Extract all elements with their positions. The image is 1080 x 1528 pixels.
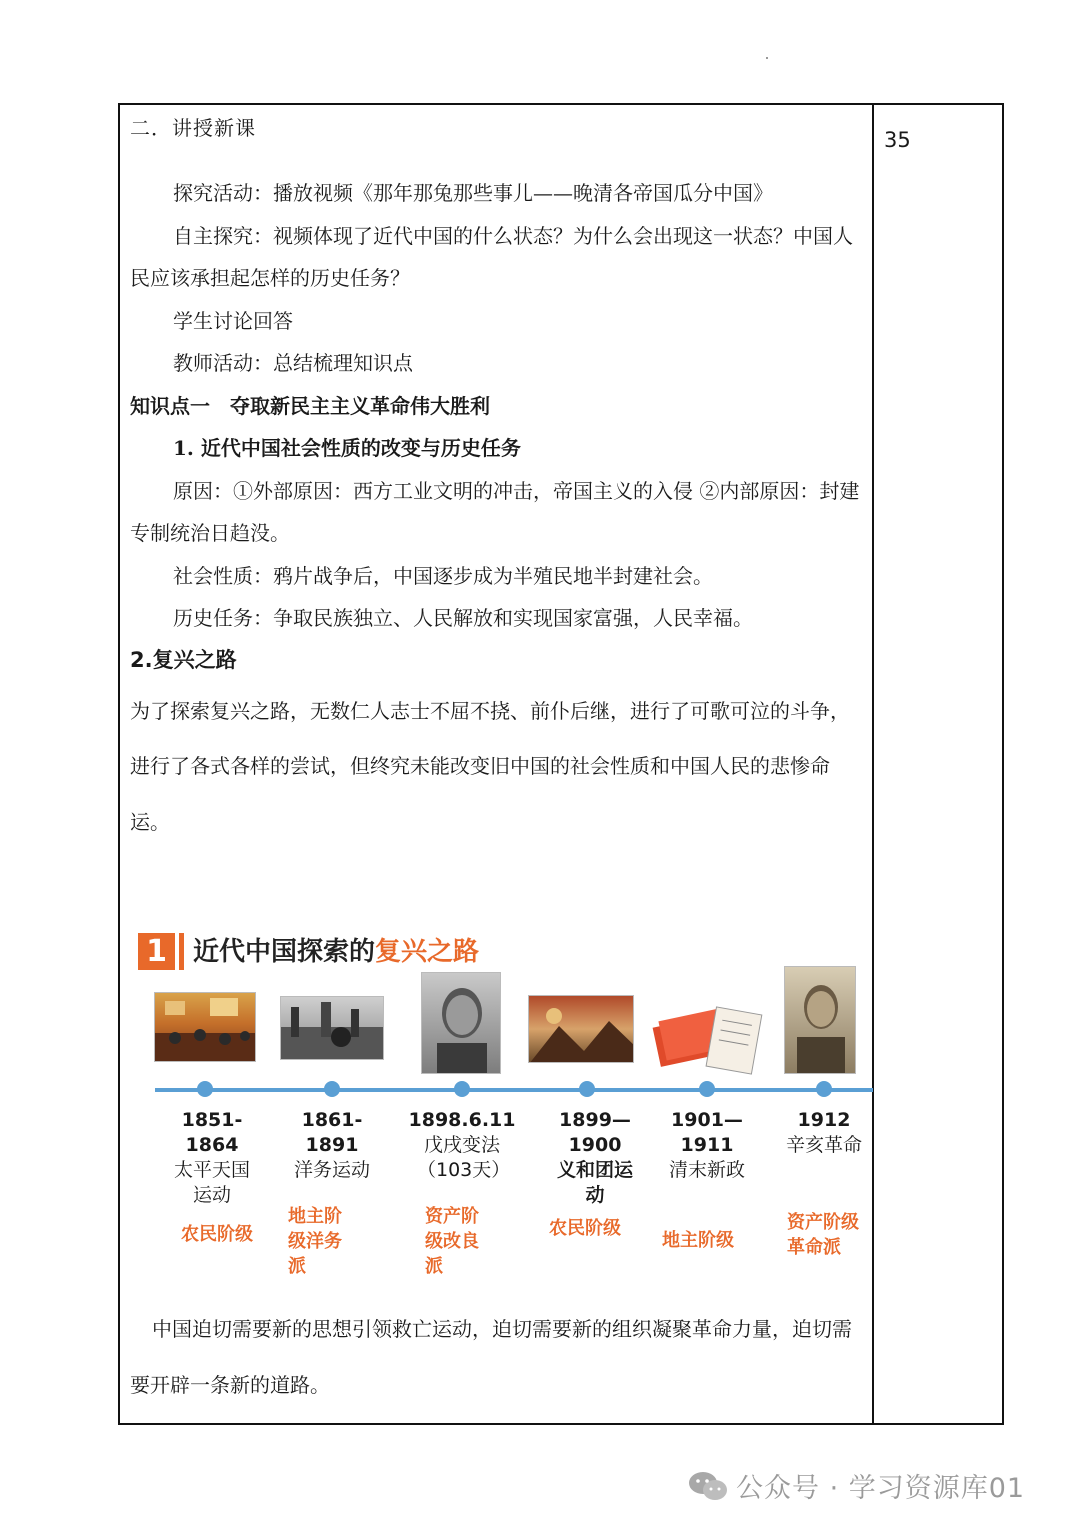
wechat-watermark	[688, 1466, 1025, 1509]
section-number-badge: 1	[138, 933, 175, 970]
event-date: 1900	[568, 1134, 622, 1156]
paragraph-causes-text: 原因：①外部原因：西方工业文明的冲击，帝国主义的入侵 ②内部原因：封建专制统治日趋没。	[130, 478, 860, 545]
closing-paragraph	[130, 1302, 868, 1413]
event-class: 农民阶级	[549, 1218, 621, 1239]
event-name: 洋务运动	[293, 1159, 370, 1181]
timeline-event	[656, 1108, 758, 1183]
taiping-painting-icon	[155, 993, 256, 1062]
subsection-2-title: 2.复兴之路	[130, 647, 237, 672]
event-date: 1912	[797, 1109, 851, 1131]
event-class: 资产阶级改良派	[425, 1206, 479, 1277]
event-date: 1864	[185, 1134, 239, 1156]
paragraph-discussion: 学生讨论回答	[173, 308, 293, 333]
infographic-title-highlight: 复兴之路	[375, 937, 480, 967]
sun-yatsen-portrait	[784, 966, 856, 1074]
kang-youwei-portrait	[421, 972, 501, 1074]
portrait-icon-2	[785, 967, 856, 1074]
time-allocation: 35	[884, 128, 911, 152]
event-name: 清末新政	[668, 1159, 745, 1181]
event-date: 1899—	[559, 1109, 631, 1131]
westernization-factory-image	[280, 996, 384, 1060]
event-name: 辛亥革命	[785, 1134, 862, 1156]
paragraph-inquiry-text: 自主探究：视频体现了近代中国的什么状态？为什么会出现这一状态？中国人民应该承担起怎样的历史任务？	[130, 223, 853, 290]
taiping-painting-image	[154, 992, 256, 1062]
section-heading: 二．讲授新课	[130, 116, 256, 140]
event-date: 1861-	[301, 1109, 363, 1131]
factory-photo-icon	[281, 997, 384, 1060]
timeline-axis	[155, 1088, 873, 1092]
subsection-2-body: 为了探索复兴之路，无数仁人志士不屈不挠、前仆后继，进行了可歌可泣的斗争，进行了各式各样的尝试，但终究未能改变旧中国的社会性质和中国人民的悲惨命运。	[130, 698, 850, 834]
event-date: 1891	[305, 1134, 359, 1156]
spacer	[130, 148, 868, 172]
timeline-event	[405, 1108, 519, 1183]
event-date: 1911	[680, 1134, 734, 1156]
watermark-text: 公众号 · 学习资源库01	[736, 1473, 1026, 1504]
timeline-dot	[816, 1081, 832, 1097]
timeline-event	[775, 1108, 873, 1158]
infographic-title	[193, 931, 479, 973]
subsection-1-title: 1. 近代中国社会性质的改变与历史任务	[173, 436, 521, 460]
timeline-event	[282, 1108, 382, 1183]
knowledge-point-title: 知识点一 夺取新民主主义革命伟大胜利	[130, 393, 490, 418]
timeline-dot	[324, 1081, 340, 1097]
scan-speck	[766, 57, 768, 59]
closing-paragraph-text: 中国迫切需要新的思想引领救亡运动，迫切需要新的组织凝聚革命力量，迫切需要开辟一条新的道路。	[130, 1317, 852, 1397]
event-class: 农民阶级	[181, 1224, 253, 1245]
timeline-event	[157, 1108, 267, 1208]
event-name: 戊戌变法（103天）	[417, 1134, 511, 1181]
timeline-dot	[454, 1081, 470, 1097]
badge-bar	[179, 933, 184, 970]
revival-road-infographic	[135, 928, 875, 1280]
paragraph-causes	[130, 470, 868, 555]
timeline-dot	[579, 1081, 595, 1097]
event-name: 太平天国运动	[173, 1159, 250, 1206]
event-name: 义和团运动	[556, 1159, 633, 1206]
event-class: 资产阶级革命派	[787, 1212, 859, 1258]
timeline-dot	[699, 1081, 715, 1097]
lesson-content	[130, 108, 868, 850]
timeline-dot	[197, 1081, 213, 1097]
event-class: 地主阶级洋务派	[288, 1206, 342, 1277]
timeline-event	[545, 1108, 645, 1208]
documents-icon	[651, 1000, 763, 1080]
paragraph-teacher: 教师活动：总结梳理知识点	[173, 351, 413, 375]
event-date: 1898.6.11	[408, 1109, 516, 1131]
paragraph-society: 社会性质：鸦片战争后，中国逐步成为半殖民地半封建社会。	[173, 563, 713, 588]
paragraph-activity: 探究活动：播放视频《那年那兔那些事儿——晚清各帝国瓜分中国》	[173, 181, 773, 205]
event-date: 1901—	[671, 1109, 743, 1131]
battle-painting-icon	[529, 996, 634, 1063]
event-class: 地主阶级	[662, 1230, 734, 1251]
boxer-battle-painting	[528, 995, 634, 1063]
wechat-icon	[688, 1470, 728, 1509]
paragraph-task: 历史任务：争取民族独立、人民解放和实现国家富强，人民幸福。	[173, 606, 753, 630]
event-date: 1851-	[181, 1109, 243, 1131]
infographic-title-main: 近代中国探索的	[193, 937, 376, 967]
portrait-icon	[422, 973, 501, 1074]
paragraph-inquiry	[130, 215, 868, 300]
qing-documents-image	[651, 1000, 763, 1080]
